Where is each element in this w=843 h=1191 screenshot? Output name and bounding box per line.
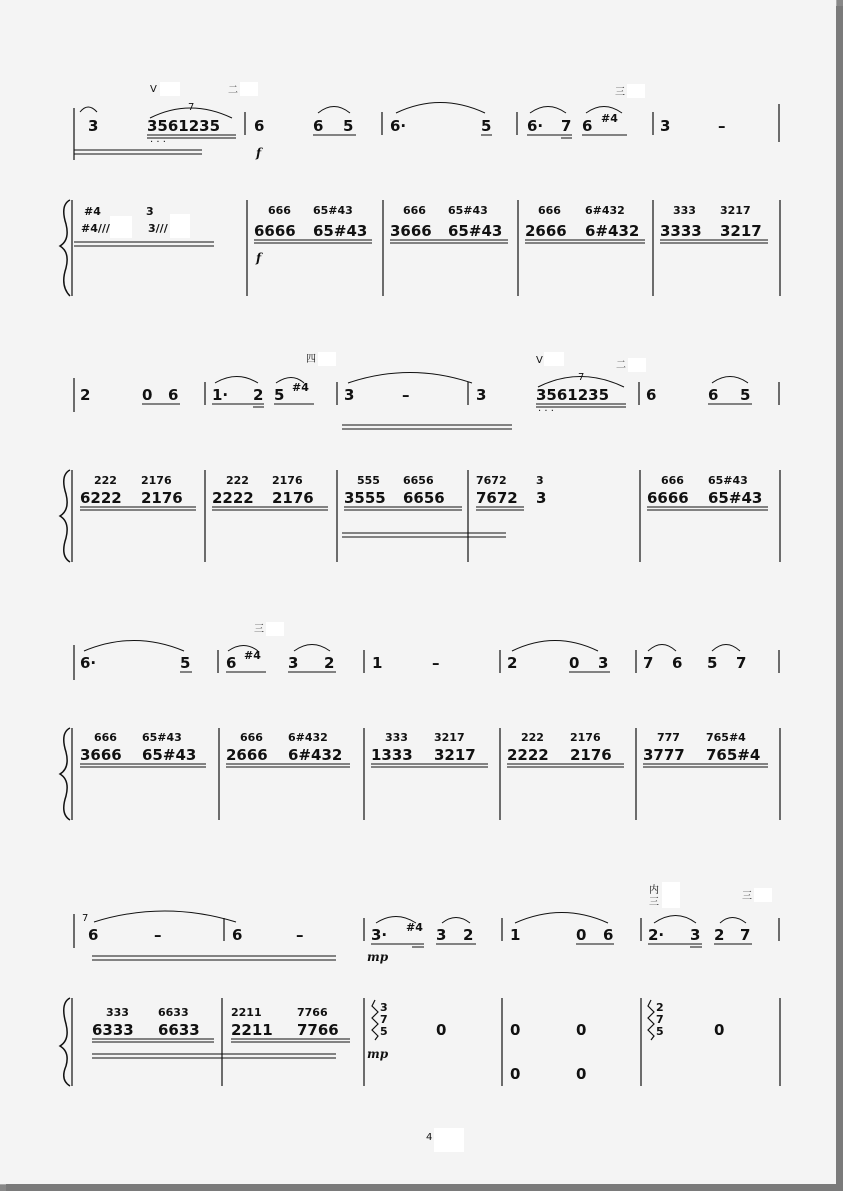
chord-note: 5 [380,1025,388,1038]
system-2 [60,352,780,562]
dynamic-f: f [256,146,262,160]
chord-top: 666 [240,731,263,744]
note: 6 [582,117,593,135]
note: 1· [212,386,229,404]
accomp-notes: 6#432 [288,746,343,764]
triplet-mark: 7 [578,372,585,383]
accomp-notes: 1333 [371,746,413,764]
chord-top: 7766 [297,1006,328,1019]
position-mark: 三 [254,624,264,635]
accomp-notes: 65#43 [708,489,763,507]
accomp-notes: 65#43 [448,222,503,240]
accomp-notes: 6222 [80,489,122,507]
rest: 0 [436,1021,447,1039]
note: 7 [740,926,751,944]
dash: – [402,386,410,404]
bow-mark: V [536,355,543,366]
accomp-notes: 3217 [434,746,476,764]
note: 5 [707,654,718,672]
note: 3 [288,654,299,672]
note: 3 [476,386,487,404]
accomp-notes: 2176 [570,746,612,764]
note: 5 [343,117,354,135]
note-group: 3561235 [536,386,610,404]
chord-top: 666 [661,474,684,487]
note: 2 [463,926,474,944]
accomp-notes: 6666 [647,489,689,507]
note: 1 [372,654,383,672]
note: 6· [80,654,97,672]
chord-top: 666 [94,731,117,744]
rest: 0 [510,1021,521,1039]
chord-top: 2176 [272,474,303,487]
note: 3 [598,654,609,672]
chord-top: 2176 [570,731,601,744]
dash: – [718,117,726,135]
chord-note: 7 [380,1013,388,1026]
dynamic-mp: mp [367,950,389,964]
accomp-notes: 3 [536,489,547,507]
chord-top: 222 [226,474,249,487]
chord-top: 666 [268,204,291,217]
note: 6 [226,654,237,672]
note-group: 3561235 [147,117,221,135]
accomp-notes: 3217 [720,222,762,240]
chord-top: 333 [106,1006,129,1019]
note: 3 [436,926,447,944]
accomp-notes: 6666 [254,222,296,240]
rest: 0 [576,1065,587,1083]
grace-note: 7 [82,913,89,924]
note: 2 [253,386,264,404]
note: 3 [660,117,671,135]
chord-top: 3 [536,474,544,487]
chord-top: 765#4 [706,731,746,744]
tremolo-note: #4/// [81,222,110,235]
chord-top: 65#43 [142,731,182,744]
accomp-notes: 3555 [344,489,386,507]
chord-note: 7 [656,1013,664,1026]
note: 6 [672,654,683,672]
note: 5 [481,117,492,135]
triplet-mark: 7 [188,102,195,113]
accomp-notes: 2222 [507,746,549,764]
accomp-notes: 765#4 [706,746,761,764]
accomp-notes: 3666 [80,746,122,764]
chord-top: 65#43 [448,204,488,217]
chord-top: 65#43 [708,474,748,487]
chord-top: 6656 [403,474,434,487]
chord-top: 3217 [720,204,751,217]
chord-note: 5 [656,1025,664,1038]
note: 7 [643,654,654,672]
chord-top: 2176 [141,474,172,487]
accomp-notes: 2666 [226,746,268,764]
note: 5 [180,654,191,672]
chord-top: 6#432 [585,204,625,217]
accomp-notes: 3666 [390,222,432,240]
position-mark: 二 [616,360,626,371]
note: 3 [344,386,355,404]
rest: 0 [510,1065,521,1083]
note: 7 [561,117,572,135]
accomp-notes: 65#43 [142,746,197,764]
chord-top: 222 [521,731,544,744]
note: 7 [736,654,747,672]
chord-top: 222 [94,474,117,487]
note: 6 [708,386,719,404]
chord-note: 2 [656,1001,664,1014]
svg-text:· · ·: · · · [538,406,554,417]
dynamic-mp: mp [367,1047,389,1061]
position-mark: 二 [228,85,238,96]
note: 6 [313,117,324,135]
note: 3 [690,926,701,944]
note: #4 [84,205,101,218]
svg-text:· · ·: · · · [150,137,166,148]
position-mark: 内 [649,885,659,896]
chord-top: 3217 [434,731,465,744]
note: 6· [390,117,407,135]
page-shadow [836,6,843,1191]
chord-top: 2211 [231,1006,262,1019]
tremolo-note: 3/// [148,222,168,235]
position-mark: 三 [742,891,752,902]
sharp-note: #4 [406,921,423,934]
note: 6 [603,926,614,944]
note: 2 [324,654,335,672]
chord-top: 666 [538,204,561,217]
accomp-notes: 6#432 [585,222,640,240]
page-shadow [6,1184,843,1191]
accomp-notes: 6333 [92,1021,134,1039]
chord-top: 6#432 [288,731,328,744]
sharp-note: #4 [244,649,261,662]
sharp-note: #4 [601,112,618,125]
note: 6 [646,386,657,404]
note: 6 [254,117,265,135]
system-3 [60,622,780,820]
note: 2 [714,926,725,944]
note: 6· [527,117,544,135]
sharp-note: #4 [292,381,309,394]
accomp-notes: 2176 [272,489,314,507]
note: 6 [232,926,243,944]
note: 6 [168,386,179,404]
note: 2 [507,654,518,672]
system-4 [60,882,780,1086]
note: 5 [274,386,285,404]
accomp-notes: 2176 [141,489,183,507]
position-mark: 四 [306,354,316,365]
chord-top: 555 [357,474,380,487]
dash: – [154,926,162,944]
note: 1 [510,926,521,944]
note: 2· [648,926,665,944]
accomp-notes: 65#43 [313,222,368,240]
system-1 [60,82,780,296]
accomp-notes: 2666 [525,222,567,240]
accomp-notes: 3777 [643,746,685,764]
note: 2 [80,386,91,404]
note: 3 [88,117,99,135]
position-mark: 三 [649,897,659,908]
position-mark: 三 [615,87,625,98]
chord-top: 777 [657,731,680,744]
note: 0 [569,654,580,672]
note: 3 [146,205,154,218]
dash: – [432,654,440,672]
accomp-notes: 3333 [660,222,702,240]
accomp-notes: 7672 [476,489,518,507]
accomp-notes: 2211 [231,1021,273,1039]
accomp-notes: 7766 [297,1021,339,1039]
note: 0 [142,386,153,404]
page-number: 4 [426,1132,433,1143]
rest: 0 [576,1021,587,1039]
note: 3· [371,926,388,944]
chord-top: 333 [673,204,696,217]
bow-mark: V [150,84,157,95]
accomp-notes: 6656 [403,489,445,507]
note: 0 [576,926,587,944]
dash: – [296,926,304,944]
chord-top: 7672 [476,474,507,487]
dynamic-f: f [256,251,262,265]
chord-top: 333 [385,731,408,744]
chord-top: 666 [403,204,426,217]
chord-top: 6633 [158,1006,189,1019]
chord-note: 3 [380,1001,388,1014]
chord-top: 65#43 [313,204,353,217]
accomp-notes: 6633 [158,1021,200,1039]
accomp-notes: 2222 [212,489,254,507]
note: 6 [88,926,99,944]
rest: 0 [714,1021,725,1039]
note: 5 [740,386,751,404]
